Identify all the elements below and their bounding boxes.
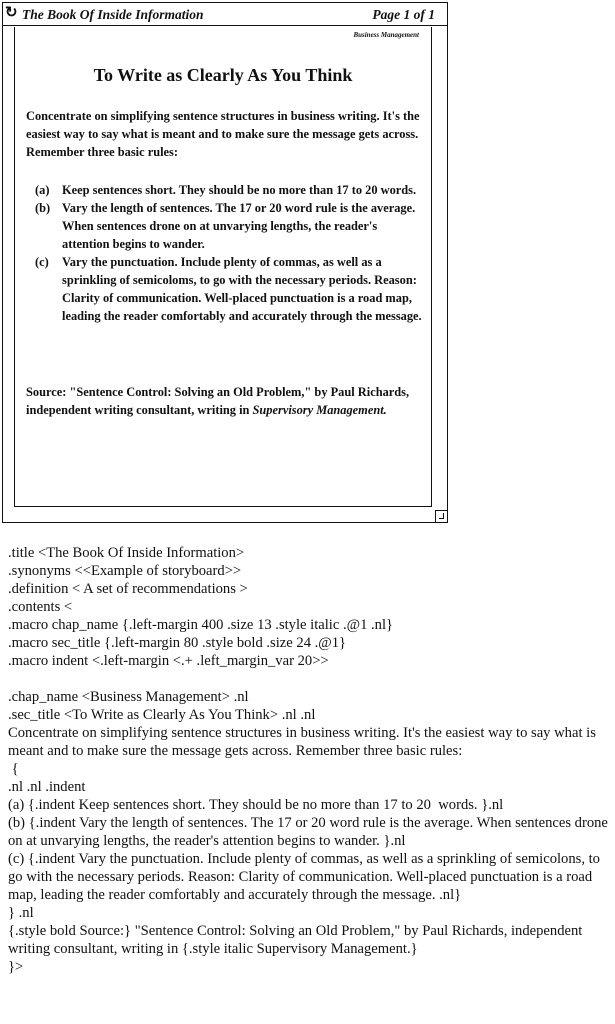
source-label: Source: xyxy=(26,385,67,399)
code-line: .chap_name <Business Management> .nl xyxy=(8,689,249,705)
code-line: .nl .nl .indent xyxy=(8,779,86,795)
code-line: .contents < xyxy=(8,599,73,615)
document-page xyxy=(14,27,432,507)
list-item xyxy=(35,253,423,325)
code-line: .synonyms <<Example of storyboard>> xyxy=(8,563,242,579)
window-title: The Book Of Inside Information xyxy=(22,7,204,22)
code-line: .sec_title <To Write as Clearly As You Think> .nl .nl xyxy=(8,707,316,723)
list-item xyxy=(35,181,423,199)
refresh-icon[interactable]: ↻ xyxy=(5,5,18,21)
code-line: } .nl xyxy=(8,905,34,921)
code-line: Concentrate on simplifying sentence structures in business writing. It's the easiest way to say what is meant and to make sure the message gets across. Remember three basic rules: xyxy=(8,725,596,759)
code-line: {.style bold Source:} "Sentence Control: Solving an Old Problem," by Paul Richards, independent writing consultant, writing in {.style italic Supervisory Management.} xyxy=(8,923,583,957)
code-line: .macro sec_title {.left-margin 80 .style bold .size 24 .@1} xyxy=(8,635,347,651)
rule-text: Vary the punctuation. Include plenty of commas, as well as a sprinkling of semicoloms, to go with the necessary periods. Reason: Clarity of communication. Well-placed punctuation is a road map, leading the reader comfortably and accurately through the message. xyxy=(62,255,422,323)
source-body: "Sentence Control: Solving an Old Problem," by Paul Richards, independent writing consultant, writing in xyxy=(26,385,410,417)
page-indicator: Page 1 of 1 xyxy=(372,7,435,22)
resize-handle-icon[interactable] xyxy=(435,510,447,522)
rule-label: (c) xyxy=(35,255,49,269)
chapter-name: Business Management xyxy=(353,31,419,39)
code-line: (b) {.indent Vary the length of sentences. The 17 or 20 word rule is the average. When sentences drone on at unvarying lengths, the reader's attention begins to wander. }.nl xyxy=(8,815,608,849)
code-line: }> xyxy=(8,959,24,975)
blank-line xyxy=(8,670,608,688)
rule-label: (b) xyxy=(35,201,51,215)
code-line: .macro chap_name {.left-margin 400 .size 13 .style italic .@1 .nl} xyxy=(8,617,394,633)
code-line: (a) {.indent Keep sentences short. They should be no more than 17 to 20 words. }.nl xyxy=(8,797,504,813)
source-listing xyxy=(8,544,608,976)
rules-list xyxy=(35,181,423,325)
code-line: .macro indent <.left-margin <.+ .left_margin_var 20>> xyxy=(8,653,329,669)
code-line: .title <The Book Of Inside Information> xyxy=(8,545,245,561)
intro-paragraph: Concentrate on simplifying sentence structures in business writing. It's the easiest way to say what is meant and to make sure the message gets across. Remember three basic rules: xyxy=(26,109,420,159)
source-publication: Supervisory Management. xyxy=(252,403,387,417)
rule-text: Keep sentences short. They should be no more than 17 to 20 words. xyxy=(62,183,417,197)
code-line: .definition < A set of recommendations > xyxy=(8,581,248,597)
window-titlebar[interactable] xyxy=(3,3,447,26)
section-title: To Write as Clearly As You Think xyxy=(93,65,353,85)
rule-label: (a) xyxy=(35,183,50,197)
document-window xyxy=(2,2,448,523)
list-item xyxy=(35,199,423,253)
code-line: { xyxy=(8,761,19,777)
source-citation xyxy=(26,383,421,419)
rule-text: Vary the length of sentences. The 17 or 20 word rule is the average. When sentences drone on at unvarying lengths, the reader's attention begins to wander. xyxy=(62,201,416,251)
code-line: (c) {.indent Vary the punctuation. Include plenty of commas, as well as a sprinkling of semicolons, to go with the necessary periods. Reason: Clarity of communication. Well-placed punctuation is a road map, leading the reader comfortably and accurately through the message. .nl} xyxy=(8,851,600,903)
